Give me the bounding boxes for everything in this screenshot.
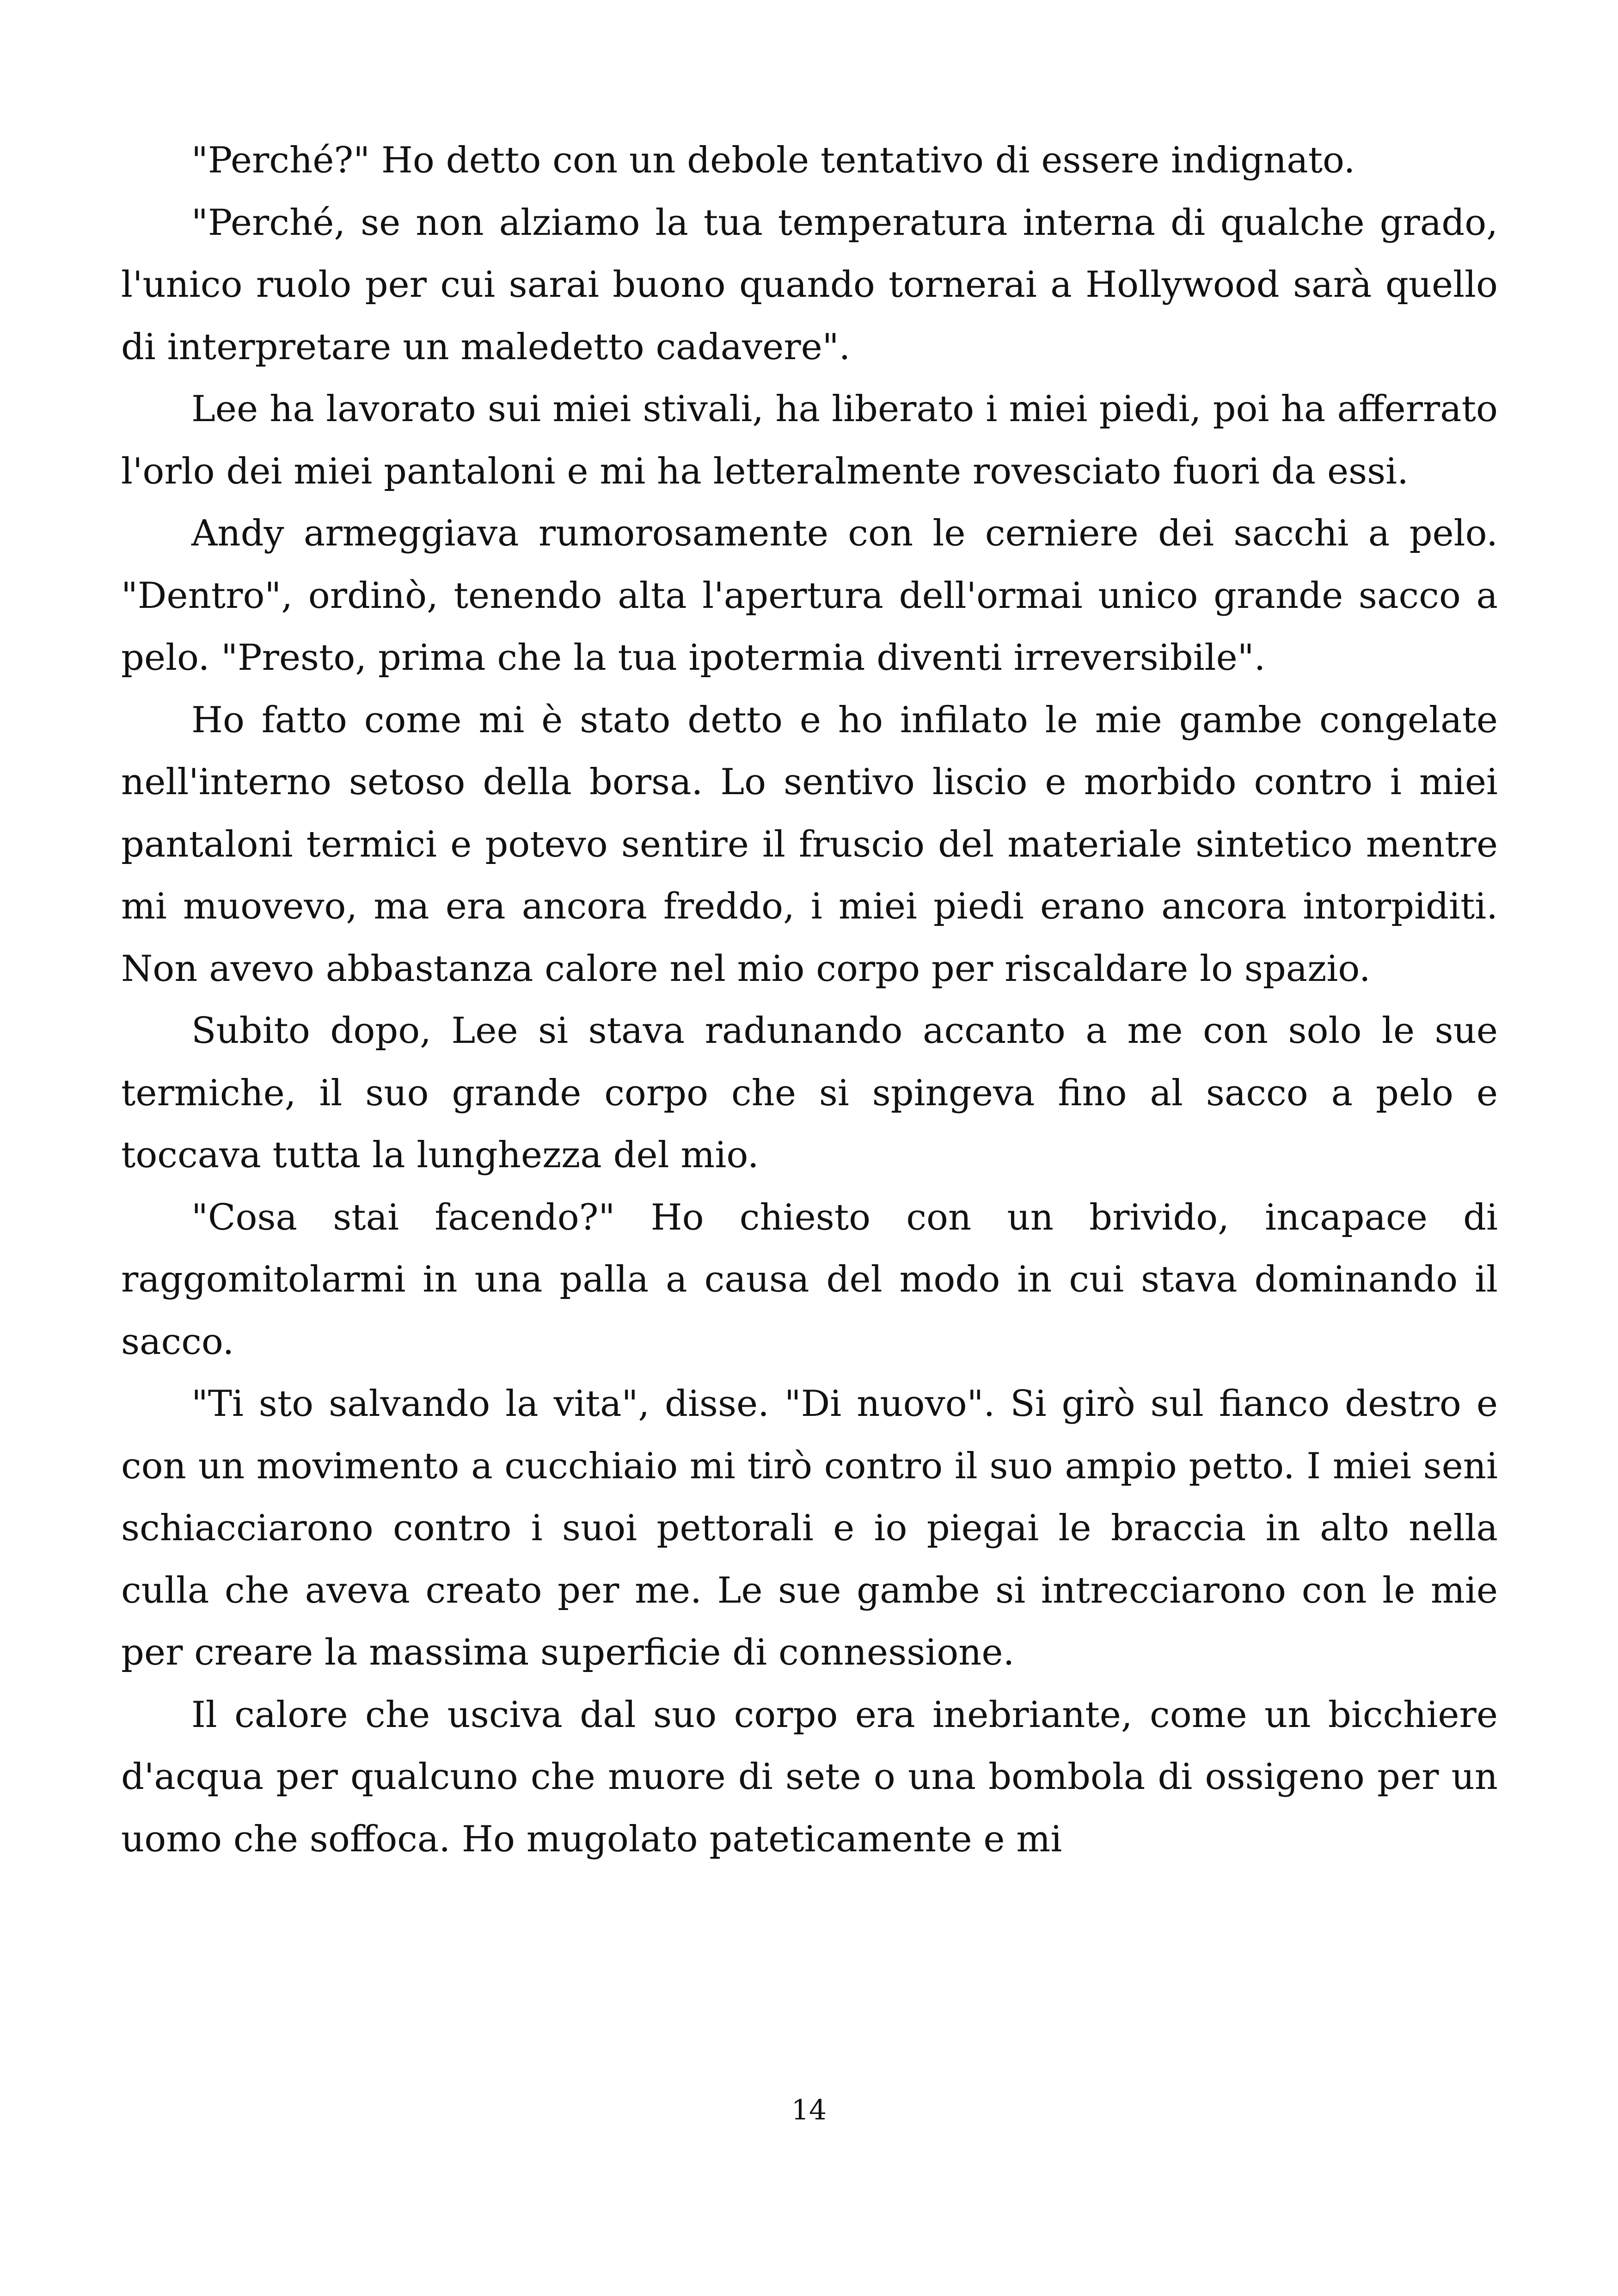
page-number: 14 <box>791 2094 827 2126</box>
paragraph: Ho fatto come mi è stato detto e ho infilato le mie gambe congelate nell'interno setoso della borsa. Lo sentivo liscio e morbido contro i miei pantaloni termici e potevo sentire il fruscio del materiale sintetico mentre mi muovevo, ma era ancora freddo, i miei piedi erano ancora intorpiditi. Non avevo abbastanza calore nel mio corpo per riscaldare lo spazio. <box>121 699 1498 990</box>
paragraph: "Perché, se non alziamo la tua temperatura interna di qualche grado, l'unico ruolo per cui sarai buono quando tornerai a Hollywood sarà quello di interpretare un maledetto cadavere". <box>121 202 1498 368</box>
paragraph: Il calore che usciva dal suo corpo era inebriante, come un bicchiere d'acqua per qualcuno che muore di sete o una bombola di ossigeno per un uomo che soffoca. Ho mugolato pateticamente e mi <box>121 1694 1498 1860</box>
body-text <box>121 129 1498 1870</box>
paragraph: "Ti sto salvando la vita", disse. "Di nuovo". Si girò sul fianco destro e con un movimento a cucchiaio mi tirò contro il suo ampio petto. I miei seni schiacciarono contro i suoi pettorali e io piegai le braccia in alto nella culla che aveva creato per me. Le sue gambe si intrecciarono con le mie per creare la massima superficie di connessione. <box>121 1383 1498 1673</box>
paragraph: Subito dopo, Lee si stava radunando accanto a me con solo le sue termiche, il suo grande corpo che si spingeva fino al sacco a pelo e toccava tutta la lunghezza del mio. <box>121 1010 1498 1176</box>
paragraph: Lee ha lavorato sui miei stivali, ha liberato i miei piedi, poi ha afferrato l'orlo dei miei pantaloni e mi ha letteralmente rovesciato fuori da essi. <box>121 388 1498 492</box>
paragraph: "Perché?" Ho detto con un debole tentativo di essere indignato. <box>191 140 1355 181</box>
paragraph: Andy armeggiava rumorosamente con le cerniere dei sacchi a pelo. "Dentro", ordinò, tenendo alta l'apertura dell'ormai unico grande sacco a pelo. "Presto, prima che la tua ipotermia diventi irreversibile". <box>121 513 1498 679</box>
paragraph: "Cosa stai facendo?" Ho chiesto con un brivido, incapace di raggomitolarmi in una palla a causa del modo in cui stava dominando il sacco. <box>121 1196 1498 1363</box>
